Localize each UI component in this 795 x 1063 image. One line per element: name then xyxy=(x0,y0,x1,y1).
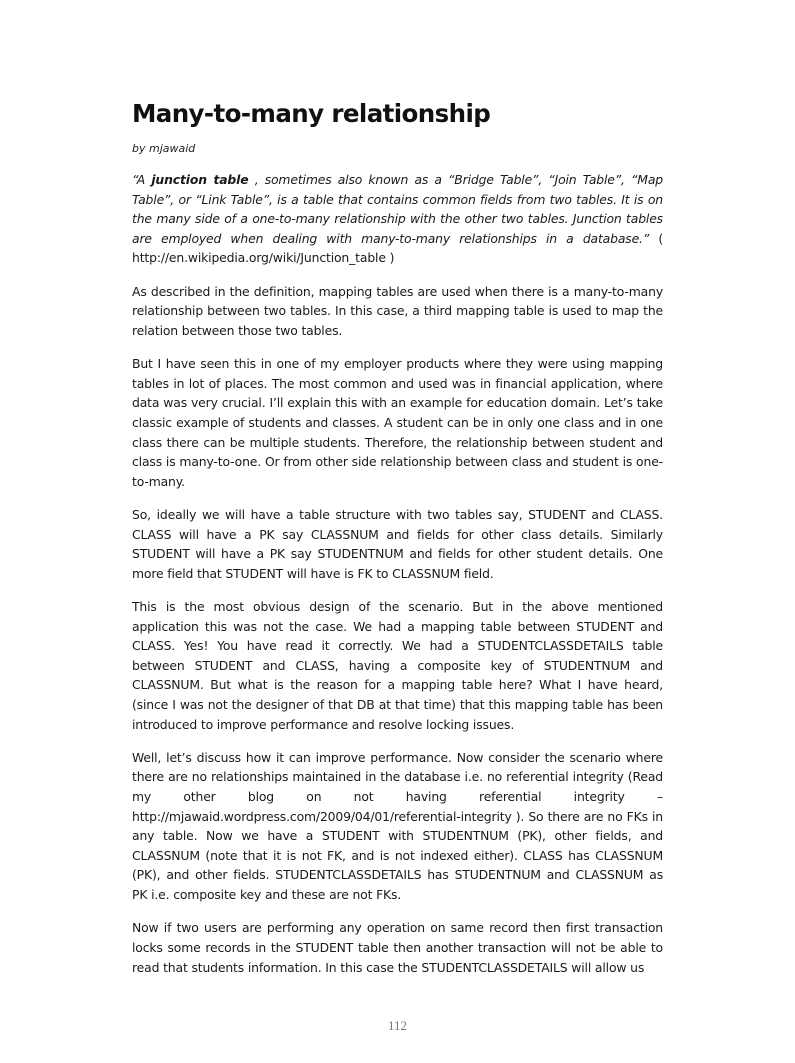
paragraph-6: Now if two users are performing any operation on same record then first transaction locks some records in the STUDENT table then another transaction will not be able to read that students information. In this case the STUDENTCLASSDETAILS will allow us xyxy=(132,920,663,975)
document-page xyxy=(132,96,663,991)
paragraph-3: So, ideally we will have a table structure with two tables say, STUDENT and CLASS. CLASS will have a PK say CLASSNUM and fields for other class details. Similarly STUDENT will have a PK say STUDENTNUM and fields for other student details. One more field that STUDENT will have is FK to CLASSNUM field. xyxy=(132,506,663,581)
quote-term: junction table xyxy=(151,172,249,187)
paragraph-1: As described in the definition, mapping tables are used when there is a many-to-many relationship between two tables. In this case, a third mapping table is used to map the relation between those two tables. xyxy=(132,283,663,338)
paragraph-4: This is the most obvious design of the scenario. But in the above mentioned application this was not the case. We had a mapping table between STUDENT and CLASS. Yes! You have read it correctly. We had a STUDENTCLASSDETAILS table between STUDENT and CLASS, having a composite key of STUDENTNUM and CLASSNUM. But what is the reason for a mapping table here? What I have heard, (since I was not the designer of that DB at that time) that this mapping table has been introduced to improve performance and resolve locking issues. xyxy=(132,599,663,732)
quote-source-link: ( http://en.wikipedia.org/wiki/Junction_table ) xyxy=(132,230,663,266)
paragraph-2: But I have seen this in one of my employer products where they were using mapping tables in lot of places. The most common and used was in financial application, where data was very crucial. I’ll explain this with an example for education domain. Let’s take classic example of students and classes. A student can be in only one class and in one class there can be multiple students. Therefore, the relationship between student and class is many-to-one. Or from other side relationship between class and student is one-to-many. xyxy=(132,356,663,489)
page-number: 112 xyxy=(387,1018,408,1033)
page-title: Many-to-many relationship xyxy=(132,99,491,128)
definition-quote xyxy=(132,170,663,268)
author-byline: by mjawaid xyxy=(132,142,196,155)
quote-body: , sometimes also known as a “Bridge Table”, “Join Table”, “Map Table”, or “Link Table”, is a table that contains common fields from two tables. It is on the many side of a one-to-many relationship with the other two tables. Junction tables are employed when dealing with many-to-many relationships in a database.” xyxy=(132,172,663,246)
article-body xyxy=(132,170,663,977)
paragraph-5: Well, let’s discuss how it can improve performance. Now consider the scenario where there are no relationships maintained in the database i.e. no referential integrity (Read my other blog on not having referential integrity – http://mjawaid.wordpress.com/2009/04/01/referential-integrity ). So there are no FKs in any table. Now we have a STUDENT with STUDENTNUM (PK), other fields, and CLASSNUM (note that it is not FK, and is not indexed either). CLASS has CLASSNUM (PK), and other fields. STUDENTCLASSDETAILS has STUDENTNUM and CLASSNUM as PK i.e. composite key and these are not FKs. xyxy=(132,749,663,903)
quote-open: “A xyxy=(132,172,152,187)
